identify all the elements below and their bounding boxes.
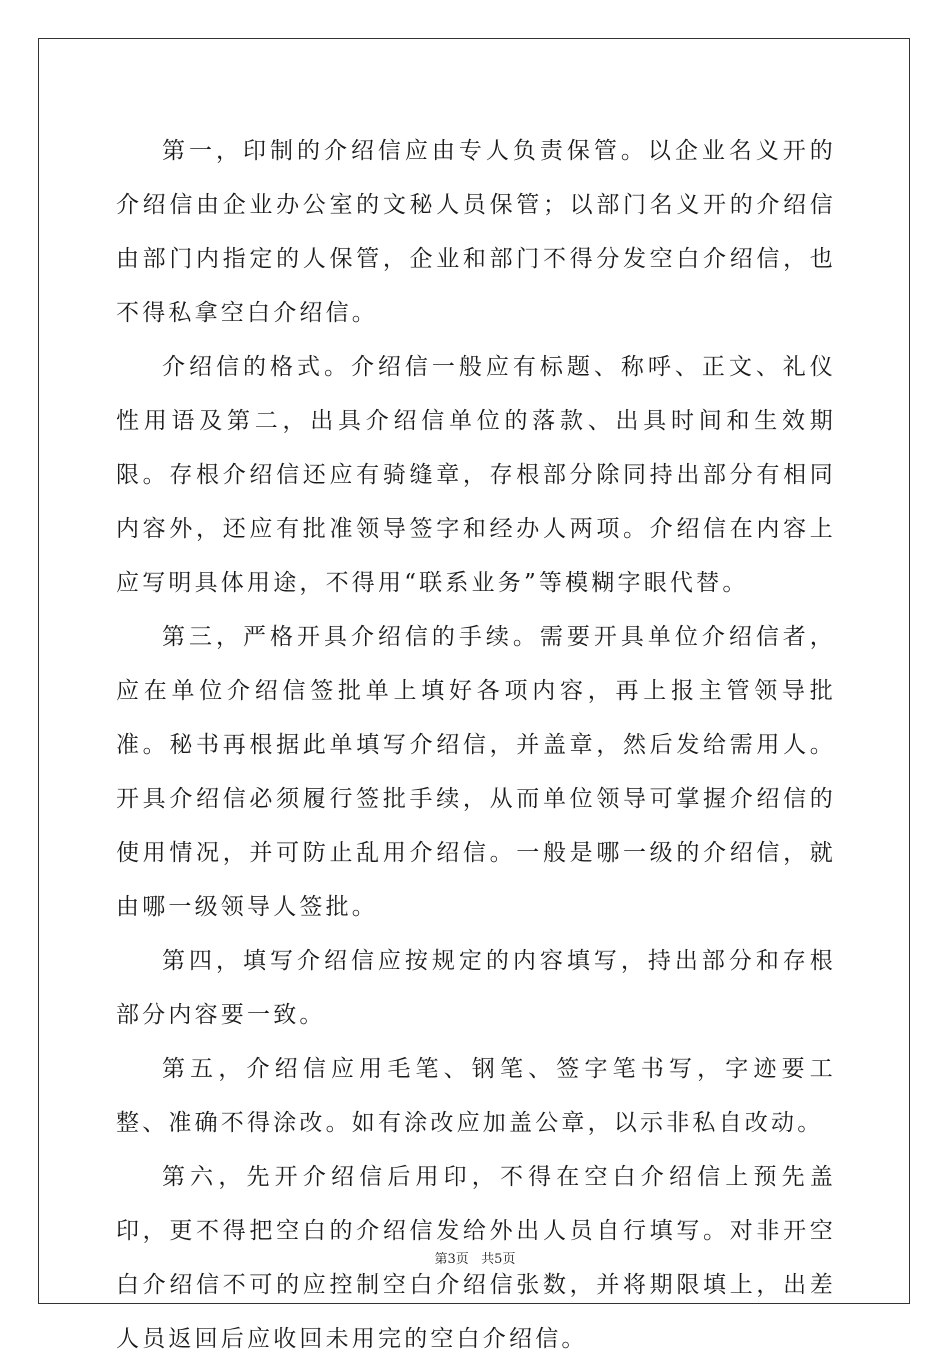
paragraph-4: 第四，填写介绍信应按规定的内容填写，持出部分和存根部分内容要一致。 xyxy=(116,948,836,1028)
paragraph-5: 第五，介绍信应用毛笔、钢笔、签字笔书写，字迹要工整、准确不得涂改。如有涂改应加盖公章，以示非私自改动。 xyxy=(116,1056,836,1136)
document-body xyxy=(116,124,836,1366)
paragraph-3: 第三，严格开具介绍信的手续。需要开具单位介绍信者，应在单位介绍信签批单上填好各项内容，再上报主管领导批准。秘书再根据此单填写介绍信，并盖章，然后发给需用人。开具介绍信必须履行签批手续，从而单位领导可掌握介绍信的使用情况，并可防止乱用介绍信。一般是哪一级的介绍信，就由哪一级领导人签批。 xyxy=(116,624,836,920)
paragraph-6: 第六，先开介绍信后用印，不得在空白介绍信上预先盖印，更不得把空白的介绍信发给外出人员自行填写。对非开空白介绍信不可的应控制空白介绍信张数，并将期限填上，出差人员返回后应收回未用完的空白介绍信。 xyxy=(116,1164,836,1352)
paragraph-1: 第一，印制的介绍信应由专人负责保管。以企业名义开的介绍信由企业办公室的文秘人员保管；以部门名义开的介绍信由部门内指定的人保管，企业和部门不得分发空白介绍信，也不得私拿空白介绍信。 xyxy=(116,138,836,326)
paragraph-2: 介绍信的格式。介绍信一般应有标题、称呼、正文、礼仪性用语及第二，出具介绍信单位的落款、出具时间和生效期限。存根介绍信还应有骑缝章，存根部分除同持出部分有相同内容外，还应有批准领导签字和经办人两项。介绍信在内容上应写明具体用途，不得用“联系业务”等模糊字眼代替。 xyxy=(116,354,836,596)
page-number: 第3页 共5页 xyxy=(434,1252,516,1267)
